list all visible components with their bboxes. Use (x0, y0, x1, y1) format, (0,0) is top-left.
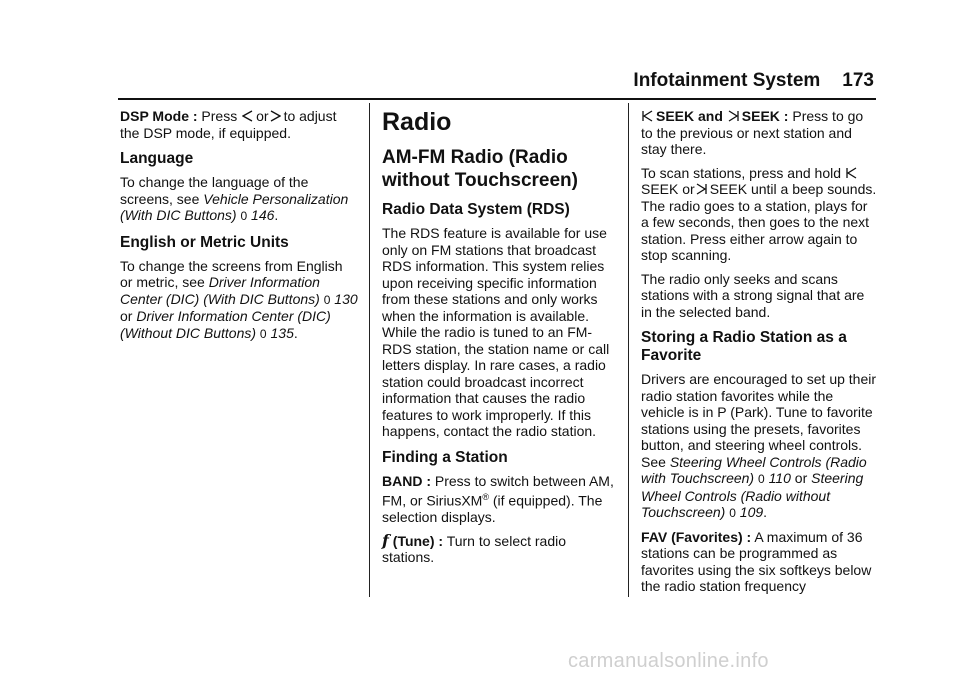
seek-next-icon (696, 183, 707, 195)
storing-text: Drivers are encouraged to set up their radio station favorites while the vehicle is in P (Park). Tune to favorite stations using the presets, favorites button, and steering wheel controls. See (641, 371, 877, 470)
favorites-label: FAV (Favorites) : (641, 528, 752, 545)
scan-paragraph (641, 165, 877, 264)
seek-label-b: SEEK : (741, 108, 789, 124)
rds-paragraph: The RDS feature is available for use only on FM stations that broadcast RDS information. This system relies upon receiving specific information from these stations and only works when the information is available. While the radio is tuned to an FM-RDS station, the station name or call letters display. In rare cases, a radio station could broadcast incorrect information that causes the radio features to work improperly. If this happens, contact the radio station. (382, 225, 610, 439)
scan-text-3: SEEK until a beep sounds. The radio goes to a station, plays for a few seconds, then goes to the next station. Press either arrow again to stop scanning. (641, 181, 877, 263)
steering-controls-touchscreen-page-link[interactable]: 110 (768, 470, 791, 486)
language-reference-link[interactable]: Vehicle Personalization (With DIC Buttons) (120, 190, 349, 223)
seek-text: Press to go to the previous or next station and stay there. (641, 108, 864, 157)
dic-with-buttons-page-link[interactable]: 130 (334, 290, 358, 307)
page-ref-arrow-icon: 0 (323, 292, 331, 307)
column-divider (369, 103, 370, 597)
section-title: Infotainment System (633, 70, 821, 91)
language-text: To change the language of the screens, see (120, 174, 309, 207)
scan-text-1: To scan stations, press and hold (641, 164, 842, 181)
page-header (633, 70, 874, 92)
units-text: To change the screens from English or metric, see (120, 257, 343, 290)
storing-or: or (794, 470, 808, 486)
band-label: BAND : (382, 472, 431, 489)
left-triangle-icon (242, 110, 253, 122)
steering-controls-no-touchscreen-link[interactable]: Steering Wheel Controls (Radio without Touchscreen) (641, 470, 864, 520)
page-ref-arrow-icon: 0 (757, 472, 765, 486)
dsp-or: or (256, 108, 269, 124)
dic-with-buttons-link[interactable]: Driver Information Center (DIC) (With DIC Buttons) (120, 274, 320, 307)
right-triangle-icon (270, 110, 281, 122)
dic-without-buttons-page-link[interactable]: 135 (270, 324, 294, 341)
dic-without-buttons-link[interactable]: Driver Information Center (DIC) (Without DIC Buttons) (120, 308, 331, 341)
page-ref-arrow-icon: 0 (729, 506, 736, 520)
am-fm-radio-heading: AM-FM Radio (Radio without Touchscreen) (382, 147, 578, 191)
watermark: carmanualsonline.info (568, 650, 769, 672)
tune-label: (Tune) : (392, 532, 444, 549)
scan-paragraph-2: The radio only seeks and scans stations with a strong signal that are in the selected band. (641, 270, 865, 320)
tune-paragraph (382, 530, 618, 566)
header-rule (118, 98, 876, 100)
band-text-2: (if equipped). The selection displays. (382, 492, 603, 526)
dsp-mode-label: DSP Mode : (120, 108, 198, 124)
language-page-link[interactable]: 146 (251, 207, 275, 223)
storing-paragraph: Drivers are encouraged to set up their radio station favorites while the vehicle is in P (Park). Tune to favorite stations using the presets, favorites button, and steering wheel controls. See Steering Wheel Controls (Radio with Touchscreen) 0 110 or Steering Wheel Controls (Radio without Touchscreen) 0 109. (641, 371, 877, 520)
scan-text-2: SEEK or (641, 181, 695, 197)
registered-mark: ® (482, 492, 489, 502)
storing-favorite-heading: Storing a Radio Station as a Favorite (641, 329, 847, 364)
dsp-text-2: to adjust the DSP mode, if equipped. (120, 108, 337, 141)
seek-next-icon (728, 110, 739, 122)
column-2 (382, 108, 618, 573)
steering-controls-touchscreen-link[interactable]: Steering Wheel Controls (Radio with Touchscreen) (641, 453, 867, 486)
favorites-text: A maximum of 36 stations can be programmed as favorites using the six softkeys below the radio station frequency (641, 528, 872, 594)
column-divider (628, 103, 629, 597)
finding-station-heading: Finding a Station (382, 448, 508, 466)
column-1 (120, 108, 358, 349)
tune-text: Turn to select radio stations. (382, 532, 567, 566)
page-ref-arrow-icon: 0 (240, 209, 248, 223)
units-paragraph: To change the screens from English or metric, see Driver Information Center (DIC) (With DIC Buttons) 0 130 or Driver Information Center (DIC) (Without DIC Buttons) 0 135. (120, 257, 358, 341)
language-heading: Language (120, 150, 194, 167)
units-heading: English or Metric Units (120, 233, 289, 251)
band-text-1: Press to switch between AM, FM, or SiriusXM (382, 472, 614, 509)
seek-previous-icon (846, 167, 857, 179)
page-number: 173 (842, 70, 874, 91)
rds-heading: Radio Data System (RDS) (382, 201, 570, 218)
tune-knob-icon: f (382, 530, 389, 550)
favorites-paragraph (641, 529, 877, 595)
page-ref-arrow-icon: 0 (259, 326, 267, 341)
seek-previous-icon (642, 110, 653, 122)
dsp-mode-paragraph (120, 108, 358, 141)
band-paragraph (382, 473, 618, 526)
dsp-text-1: Press (201, 108, 238, 124)
language-paragraph: To change the language of the screens, see Vehicle Personalization (With DIC Buttons) 0 146. (120, 174, 349, 223)
radio-heading: Radio (382, 108, 452, 136)
steering-controls-no-touchscreen-page-link[interactable]: 109 (739, 504, 764, 520)
seek-label-a: SEEK and (656, 108, 723, 124)
units-or: or (120, 308, 133, 324)
column-3 (641, 108, 877, 602)
seek-paragraph (641, 108, 877, 158)
